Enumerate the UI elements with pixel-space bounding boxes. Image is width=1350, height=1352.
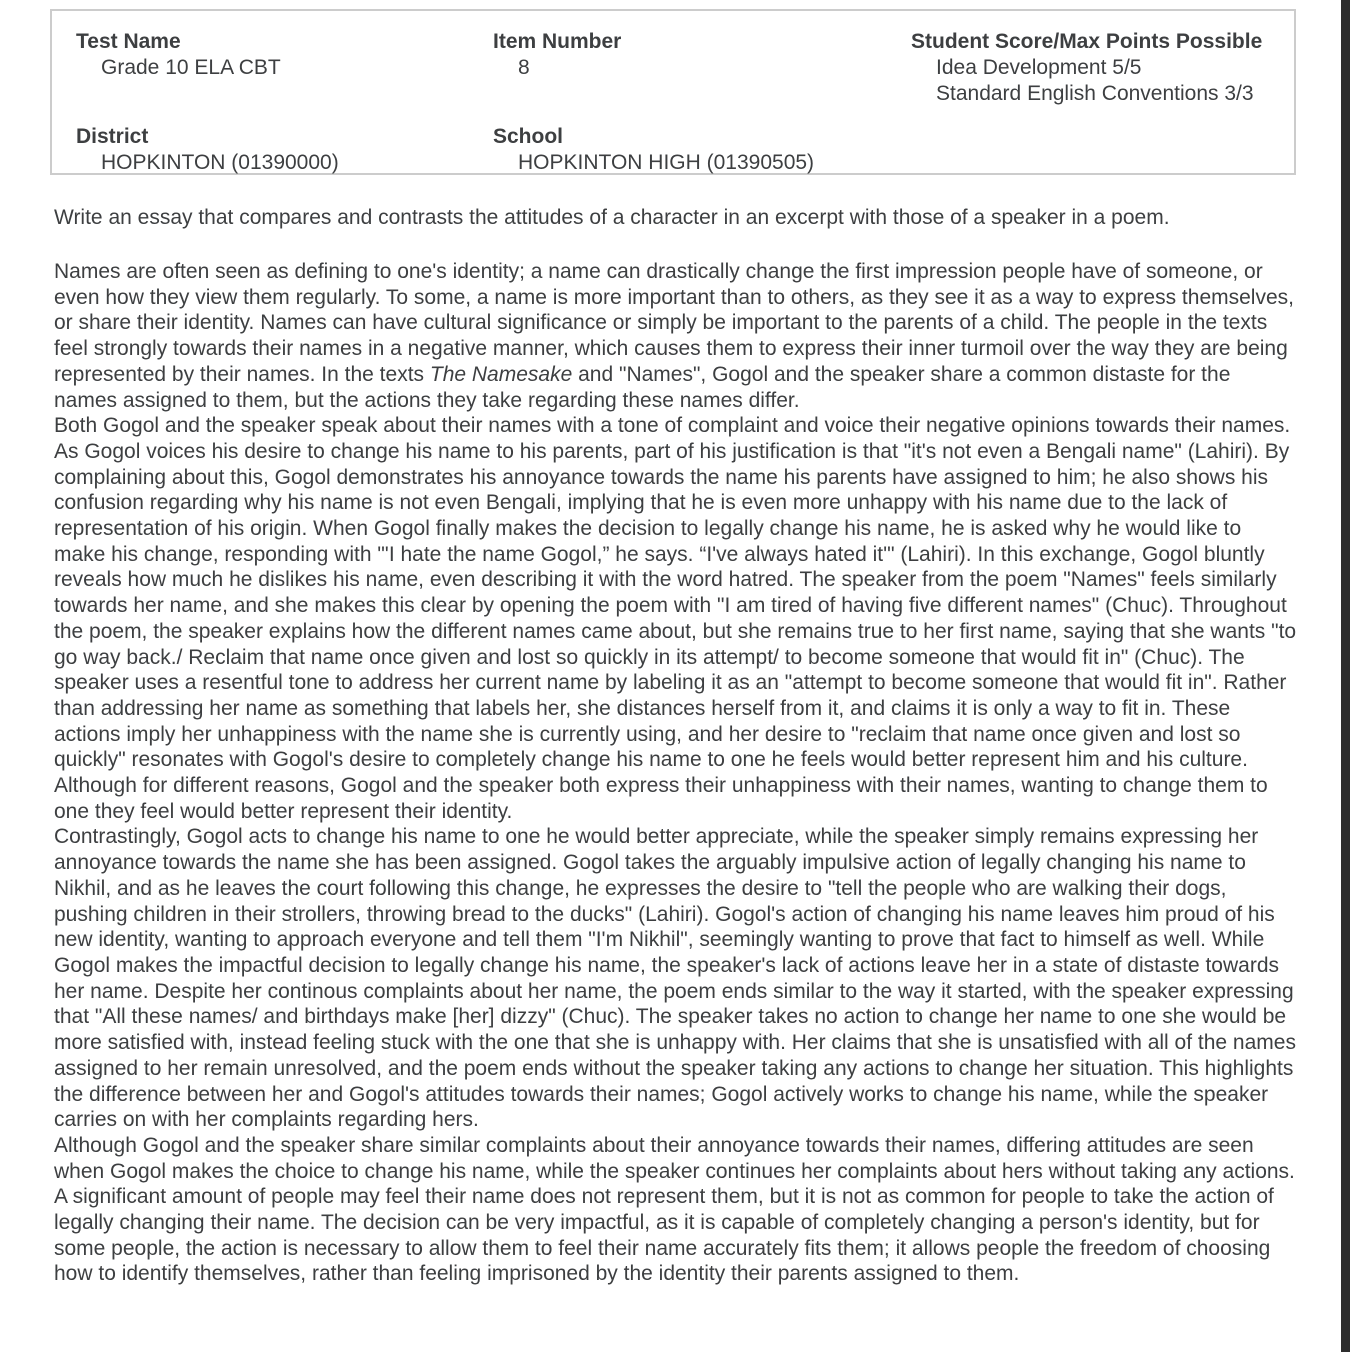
report-header-table	[50, 9, 1296, 175]
district-value: HOPKINTON (01390000)	[101, 151, 339, 174]
field-empty	[911, 124, 1271, 176]
item-number-value: 8	[518, 56, 530, 79]
score-english-conventions: Standard English Conventions 3/3	[936, 82, 1254, 105]
window-edge	[1341, 0, 1350, 1352]
test-name-label: Test Name	[76, 30, 181, 53]
school-label: School	[493, 125, 564, 148]
essay-paragraph-2: Both Gogol and the speaker speak about their names with a tone of complaint and voice their negative opinions towards their names. As Gogol voices his desire to change his name to his parents, part of his justification is that "it's not even a Bengali name" (Lahiri). By complaining about this, Gogol demonstrates his annoyance towards the name his parents have assigned to him; he also shows his confusion regarding why his name is not even Bengali, implying that he is even more unhappy with his name due to the lack of representation of his origin. When Gogol finally makes the decision to legally change his name, he is asked why he would like to make his change, responding with "'I hate the name Gogol,” he says. “I've always hated it'" (Lahiri). In this exchange, Gogol bluntly reveals how much he dislikes his name, even describing it with the word hatred. The speaker from the poem "Names" feels similarly towards her name, and she makes this clear by opening the poem with "I am tired of having five different names" (Chuc). Throughout the poem, the speaker explains how the different names came about, but she remains true to her first name, saying that she wants "to go way back./ Reclaim that name once given and lost so quickly in its attempt/ to become someone that would fit in" (Chuc). The speaker uses a resentful tone to address her current name by labeling it as an "attempt to become someone that would fit in". Rather than addressing her name as something that labels her, she distances herself from it, and claims it is only a way to fit in. These actions imply her unhappiness with the name she is currently using, and her desire to "reclaim that name once given and lost so quickly" resonates with Gogol's desire to completely change his name to one he feels would better represent him and his culture. Although for different reasons, Gogol and the speaker both express their unhappiness with their names, wanting to change them to one they feel would better represent their identity.	[54, 414, 1297, 823]
score-idea-development: Idea Development 5/5	[936, 56, 1142, 79]
student-score-label: Student Score/Max Points Possible	[911, 30, 1263, 53]
field-district	[76, 124, 493, 176]
field-student-score	[911, 29, 1271, 124]
student-essay	[54, 259, 1298, 1287]
book-title-namesake: The Namesake	[429, 362, 573, 386]
essay-paragraph-1	[54, 259, 1298, 413]
test-name-value: Grade 10 ELA CBT	[101, 56, 281, 79]
header-row-2	[76, 124, 1294, 176]
paragraph-1-text-after: and "Names", Gogol and the speaker share a common distaste for the names assigned to them, but the actions they take regarding these names differ.	[54, 362, 1231, 412]
paragraph-1-text-before: Names are often seen as defining to one's identity; a name can drastically change the first impression people have of someone, or even how they view them regularly. To some, a name is more important than to others, as they see it as a way to express themselves, or share their identity. Names can have cultural significance or simply be important to the parents of a child. The people in the texts feel strongly towards their names in a negative manner, which causes them to express their inner turmoil over the way they are being represented by their names. In the texts	[54, 260, 1294, 386]
header-row-1	[76, 29, 1294, 124]
essay-paragraph-3: Contrastingly, Gogol acts to change his name to one he would better appreciate, while the speaker simply remains expressing her annoyance towards the name she has been assigned. Gogol takes the arguably impulsive action of legally changing his name to Nikhil, and as he leaves the court following this change, he expresses the desire to "tell the people who are walking their dogs, pushing children in their strollers, throwing bread to the ducks" (Lahiri). Gogol's action of changing his name leaves him proud of his new identity, wanting to approach everyone and tell them "I'm Nikhil", seemingly wanting to prove that fact to himself as well. While Gogol makes the impactful decision to legally change his name, the speaker's lack of actions leave her in a state of distaste towards her name. Despite her continous complaints about her name, the poem ends similar to the way it started, with the speaker expressing that "All these names/ and birthdays make [her] dizzy" (Chuc). The speaker takes no action to change her name to one she would be more satisfied with, instead feeling stuck with the one that she is unhappy with. Her claims that she is unsatisfied with all of the names assigned to her remain unresolved, and the poem ends without the speaker taking any actions to change her situation. This highlights the difference between her and Gogol's attitudes towards their names; Gogol actively works to change his name, while the speaker carries on with her complaints regarding hers.	[54, 825, 1296, 1132]
essay-prompt: Write an essay that compares and contrasts the attitudes of a character in an excerpt with those of a speaker in a poem.	[54, 206, 1170, 229]
district-label: District	[76, 125, 149, 148]
item-number-label: Item Number	[493, 30, 622, 53]
field-school	[493, 124, 911, 176]
essay-paragraph-4: Although Gogol and the speaker share similar complaints about their annoyance towards their names, differing attitudes are seen when Gogol makes the choice to change his name, while the speaker continues her complaints about hers without taking any actions. A significant amount of people may feel their name does not represent them, but it is not as common for people to take the action of legally changing their name. The decision can be very impactful, as it is capable of completely changing a person's identity, but for some people, the action is necessary to allow them to feel their name accurately fits them; it allows people the freedom of choosing how to identify themselves, rather than feeling imprisoned by the identity their parents assigned to them.	[54, 1133, 1295, 1286]
field-item-number	[493, 29, 911, 124]
field-test-name	[76, 29, 493, 124]
school-value: HOPKINTON HIGH (01390505)	[518, 151, 815, 174]
